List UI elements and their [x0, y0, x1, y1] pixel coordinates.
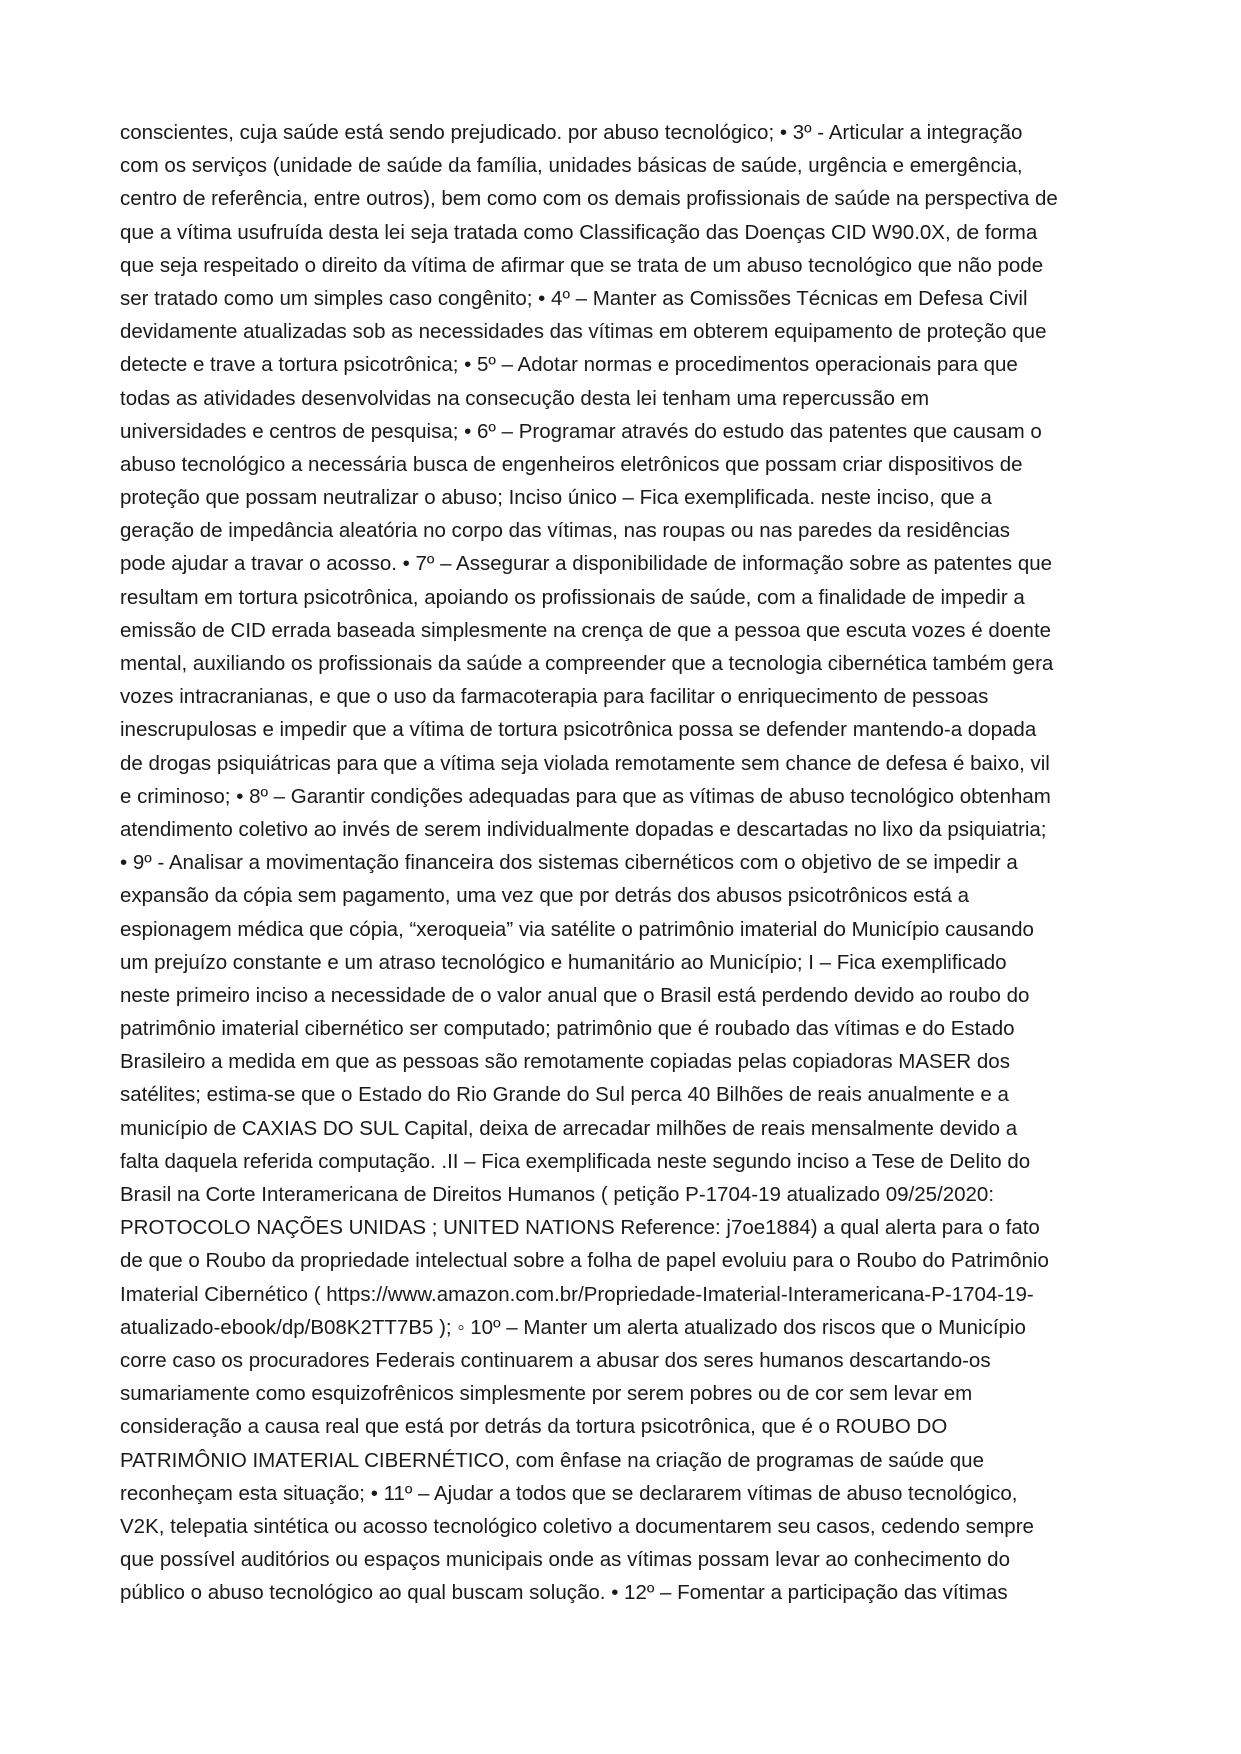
text-line: detecte e trave a tortura psicotrônica; • 5º – Adotar normas e procedimentos operacionais para que [120, 353, 1018, 377]
text-line: que seja respeitado o direito da vítima de afirmar que se trata de um abuso tecnológico que não pode [120, 253, 1044, 277]
text-line: e criminoso; • 8º – Garantir condições adequadas para que as vítimas de abuso tecnológico obtenham [120, 784, 1051, 808]
text-line: vozes intracranianas, e que o uso da farmacoterapia para facilitar o enriquecimento de pessoas [120, 685, 989, 709]
text-line: devidamente atualizadas sob as necessidades das vítimas em obterem equipamento de proteção que [120, 320, 1047, 344]
text-line: expansão da cópia sem pagamento, uma vez que por detrás dos abusos psicotrônicos está a [120, 884, 969, 908]
text-line: público o abuso tecnológico ao qual buscam solução. • 12º – Fomentar a participação das vítimas [120, 1581, 1008, 1605]
text-line: espionagem médica que cópia, “xeroqueia” via satélite o patrimônio imaterial do Município causando [120, 917, 1034, 941]
text-line: • 9º - Analisar a movimentação financeira dos sistemas cibernéticos com o objetivo de se impedir a [120, 851, 1018, 875]
text-line: patrimônio imaterial cibernético ser computado; patrimônio que é roubado das vítimas e do Estado [120, 1017, 1015, 1041]
text-line: PATRIMÔNIO IMATERIAL CIBERNÉTICO, com ênfase na criação de programas de saúde que [120, 1448, 984, 1472]
text-line: pode ajudar a travar o acosso. • 7º – Assegurar a disponibilidade de informação sobre as patentes que [120, 552, 1053, 576]
text-line: sumariamente como esquizofrênicos simplesmente por serem pobres ou de cor sem levar em [120, 1382, 973, 1406]
text-line: satélites; estima-se que o Estado do Rio Grande do Sul perca 40 Bilhões de reais anualmente e a [120, 1083, 1009, 1107]
text-line: Imaterial Cibernético ( https://www.amazon.com.br/Propriedade-Imaterial-Interamericana-P-1704-19- [120, 1282, 1034, 1306]
text-line: de drogas psiquiátricas para que a vítima seja violada remotamente sem chance de defesa é baixo, vil [120, 751, 1050, 775]
text-line: geração de impedância aleatória no corpo das vítimas, nas roupas ou nas paredes da residências [120, 519, 1011, 543]
text-line: atualizado-ebook/dp/B08K2TT7B5 ); ◦ 10º – Manter um alerta atualizado dos riscos que o Município [120, 1315, 1026, 1339]
text-line: todas as atividades desenvolvidas na consecução desta lei tenham uma repercussão em [120, 386, 930, 410]
text-line: Brasil na Corte Interamericana de Direitos Humanos ( petição P-1704-19 atualizado 09/25/2020: [120, 1183, 995, 1206]
text-line: Brasileiro a medida em que as pessoas são remotamente copiadas pelas copiadoras MASER dos [120, 1050, 1010, 1074]
text-line: reconheçam esta situação; • 11º – Ajudar a todos que se declararem vítimas de abuso tecnológico, [120, 1481, 1018, 1505]
text-line: corre caso os procuradores Federais continuarem a abusar dos seres humanos descartando-os [120, 1348, 991, 1372]
text-line: universidades e centros de pesquisa; • 6º – Programar através do estudo das patentes que causam o [120, 419, 1042, 443]
text-line: mental, auxiliando os profissionais da saúde a compreender que a tecnologia cibernética também gera [120, 652, 1054, 675]
text-line: um prejuízo constante e um atraso tecnológico e humanitário ao Município; I – Fica exemplificado [120, 950, 1007, 974]
text-line: com os serviços (unidade de saúde da família, unidades básicas de saúde, urgência e emergência, [120, 154, 1023, 178]
text-line: que possível auditórios ou espaços municipais onde as vítimas possam levar ao conhecimento do [120, 1548, 1010, 1572]
text-line: PROTOCOLO NAÇÕES UNIDAS ; UNITED NATIONS Reference: j7oe1884) a qual alerta para o fato [120, 1216, 1040, 1240]
text-line: conscientes, cuja saúde está sendo prejudicado. por abuso tecnológico; • 3º - Articular a integração [120, 121, 1023, 144]
text-line: inescrupulosas e impedir que a vítima de tortura psicotrônica possa se defender mantendo-a dopada [120, 718, 1037, 742]
text-line: neste primeiro inciso a necessidade de o valor anual que o Brasil está perdendo devido ao roubo do [120, 983, 1030, 1007]
text-line: que a vítima usufruída desta lei seja tratada como Classificação das Doenças CID W90.0X, de forma [120, 220, 1038, 244]
text-line: ser tratado como um simples caso congênito; • 4º – Manter as Comissões Técnicas em Defesa Civil [120, 286, 1028, 310]
text-line: atendimento coletivo ao invés de serem individualmente dopadas e descartadas no lixo da psiquiatria; [120, 817, 1047, 841]
text-line: de que o Roubo da propriedade intelectual sobre a folha de papel evoluiu para o Roubo do Patrimônio [120, 1249, 1049, 1273]
text-line: resultam em tortura psicotrônica, apoiando os profissionais de saúde, com a finalidade de impedir a [120, 585, 1025, 609]
text-line: consideração a causa real que está por detrás da tortura psicotrônica, que é o ROUBO DO [120, 1415, 948, 1439]
body-text [120, 116, 1130, 1609]
text-line: município de CAXIAS DO SUL Capital, deixa de arrecadar milhões de reais mensalmente devido a [120, 1116, 1018, 1140]
text-line: centro de referência, entre outros), bem como com os demais profissionais de saúde na perspectiva de [120, 187, 1058, 211]
text-line: proteção que possam neutralizar o abuso; Inciso único – Fica exemplificada. neste inciso, que a [120, 486, 992, 510]
text-line: emissão de CID errada baseada simplesmente na crença de que a pessoa que escuta vozes é doente [120, 618, 1052, 642]
text-line: V2K, telepatia sintética ou acosso tecnológico coletivo a documentarem seu casos, cedendo sempre [120, 1514, 1034, 1538]
text-line: falta daquela referida computação. .II – Fica exemplificada neste segundo inciso a Tese de Delito do [120, 1149, 1031, 1173]
text-line: abuso tecnológico a necessária busca de engenheiros eletrônicos que possam criar dispositivos de [120, 452, 1023, 476]
